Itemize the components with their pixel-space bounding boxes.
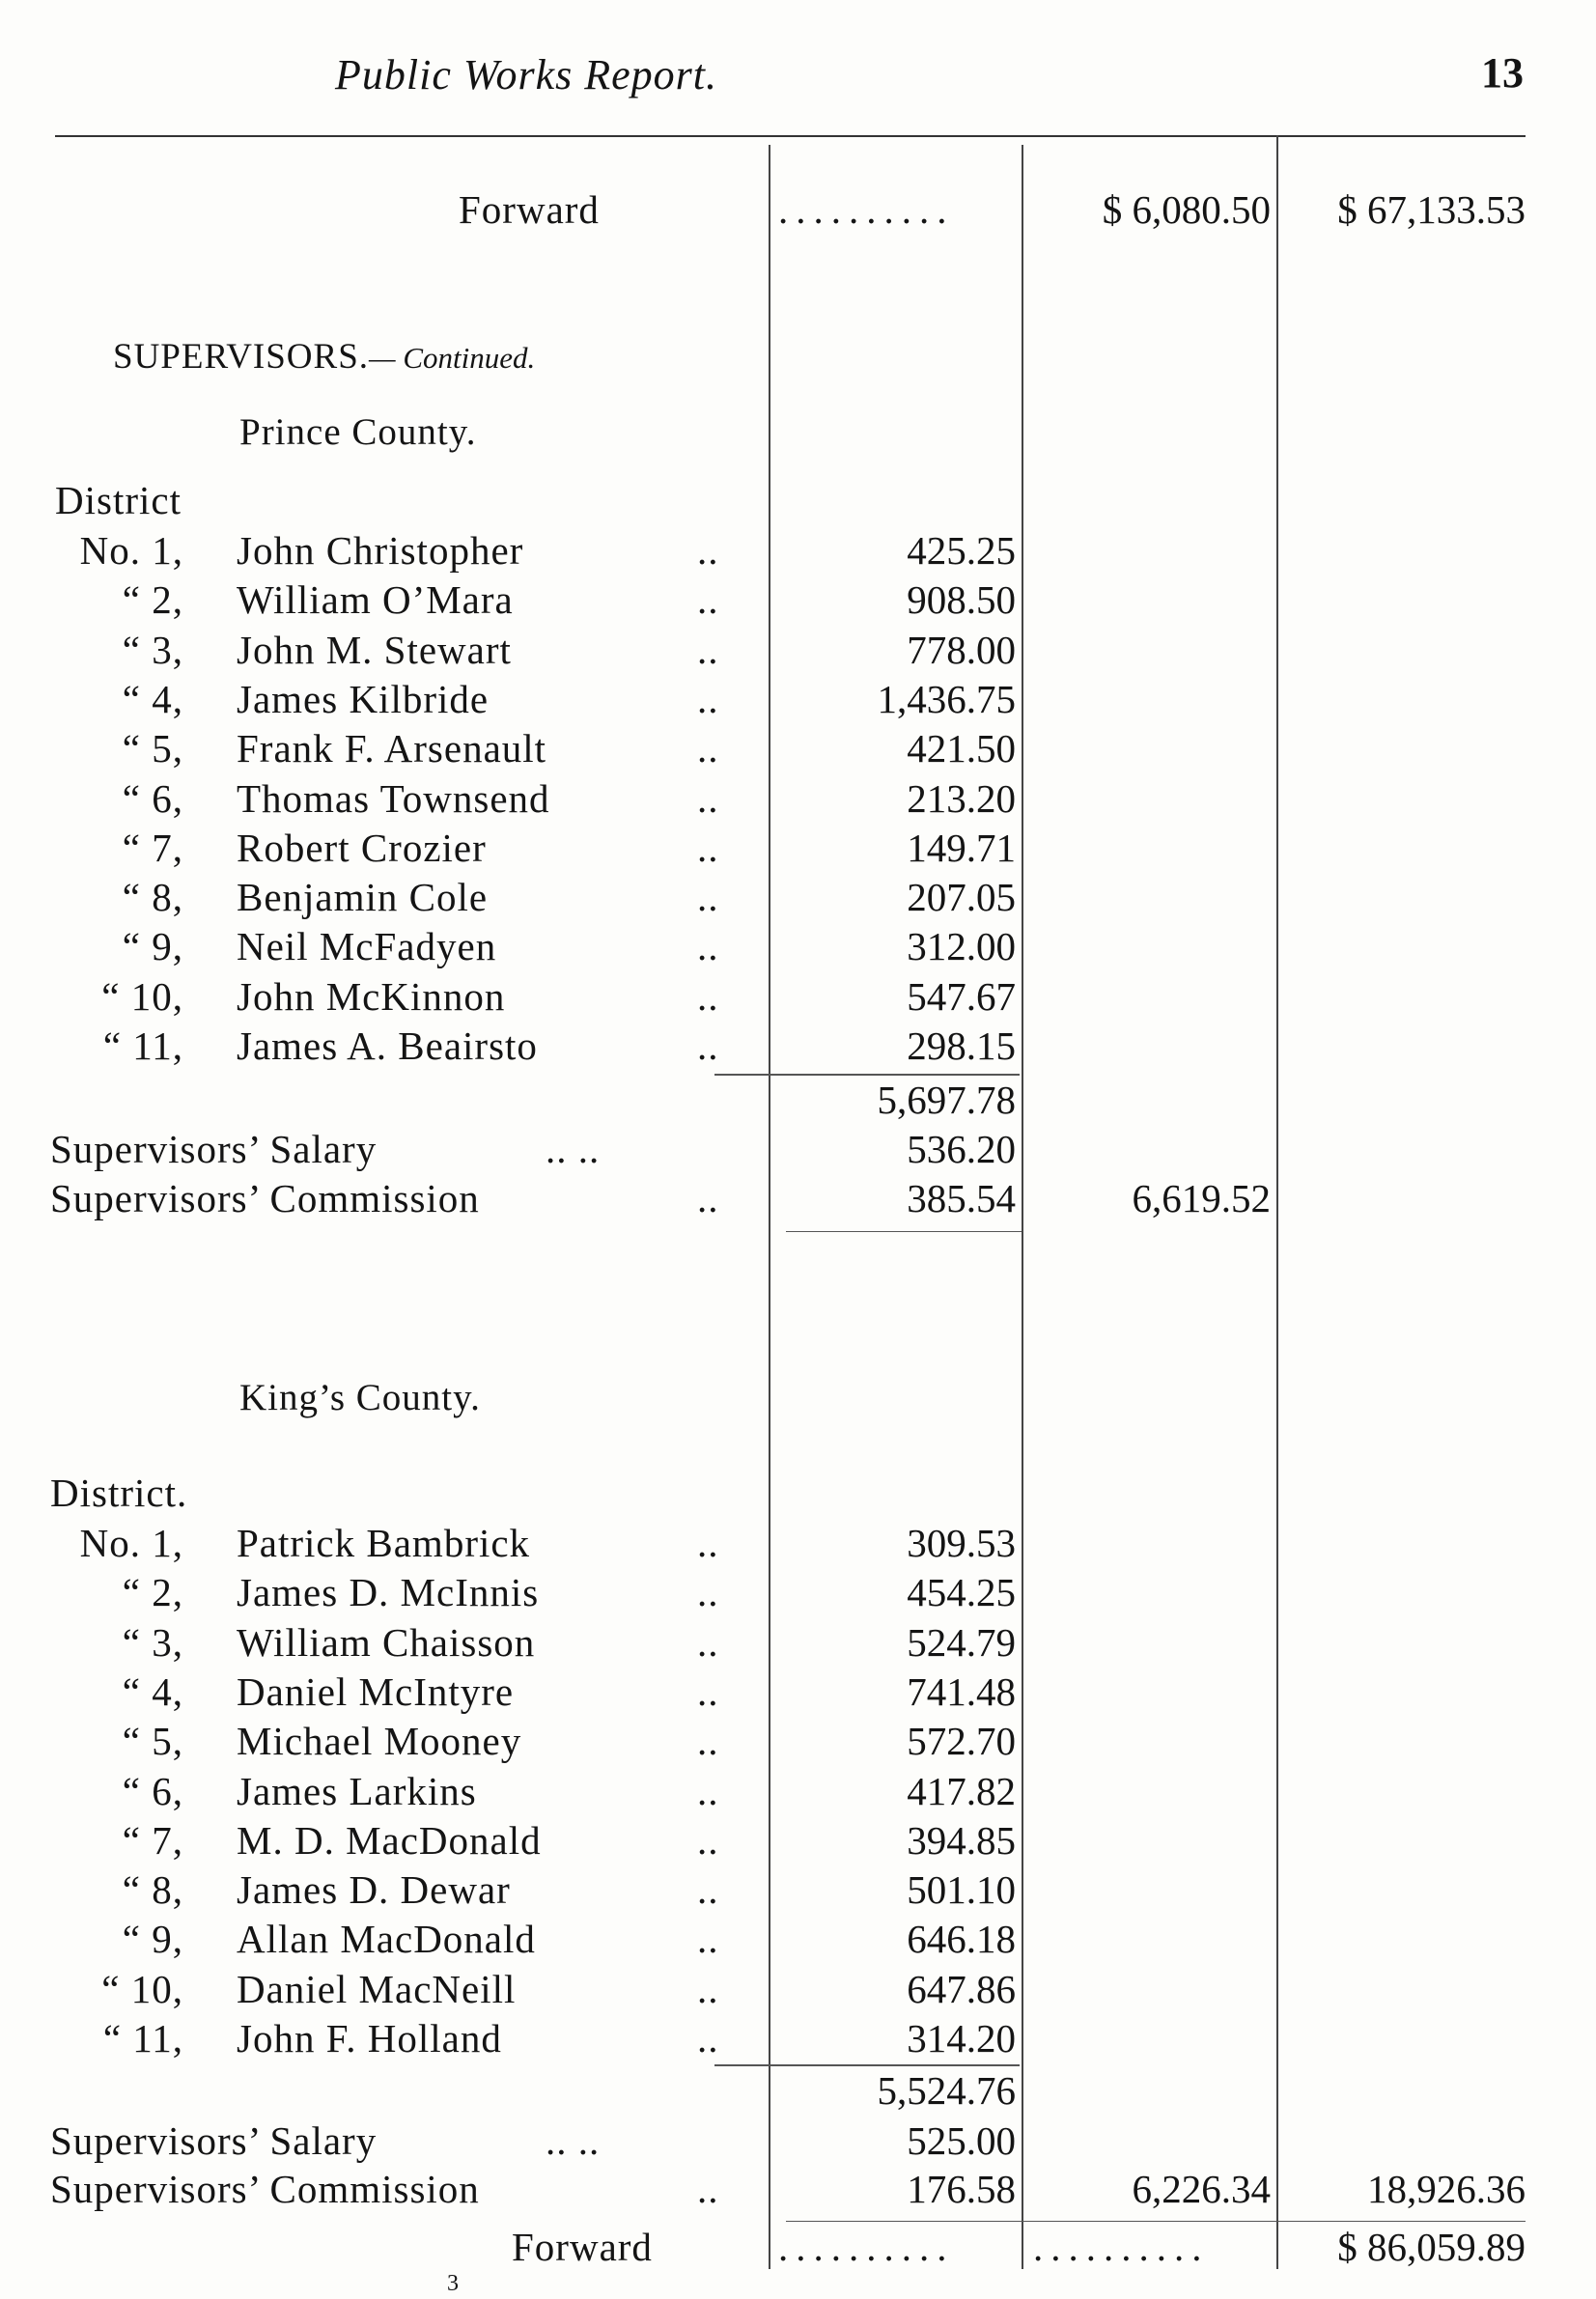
forward-bottom-col4-amount: $ 86,059.89 bbox=[1337, 2225, 1526, 2269]
kings-district-number: “ 2, bbox=[122, 1570, 183, 1615]
prince-commission-label: Supervisors’ Commission bbox=[50, 1176, 480, 1220]
prince-supervisor-name: Neil McFadyen bbox=[237, 924, 497, 969]
prince-supervisor-name: James Kilbride bbox=[237, 676, 490, 721]
kings-amount: 309.53 bbox=[907, 1521, 1016, 1565]
prince-district-number: “ 4, bbox=[122, 676, 183, 721]
kings-district-number: “ 10, bbox=[101, 1966, 183, 2011]
prince-leader-dots: .. bbox=[697, 973, 719, 1019]
prince-leader-dots: .. bbox=[697, 875, 719, 920]
prince-county-heading: Prince County. bbox=[239, 411, 477, 453]
prince-leader-dots: .. bbox=[697, 825, 719, 870]
kings-salary-amount: 525.00 bbox=[907, 2118, 1016, 2163]
kings-supervisor-name: William Chaisson bbox=[237, 1619, 536, 1665]
kings-salary-dots: .. .. bbox=[546, 2118, 601, 2163]
prince-total: 6,619.52 bbox=[1132, 1176, 1271, 1220]
kings-supervisor-name: Michael Mooney bbox=[237, 1719, 522, 1764]
prince-supervisor-name: Thomas Townsend bbox=[237, 775, 550, 821]
kings-commission-dots: .. bbox=[697, 2167, 719, 2211]
prince-leader-dots: .. bbox=[697, 1023, 719, 1068]
page-title: Public Works Report. bbox=[335, 51, 717, 98]
prince-commission-amount: 385.54 bbox=[907, 1176, 1016, 1220]
kings-leader-dots: .. bbox=[697, 1668, 719, 1714]
prince-district-number: “ 5, bbox=[122, 726, 183, 771]
prince-supervisor-name: James A. Beairsto bbox=[237, 1023, 538, 1068]
prince-leader-dots: .. bbox=[697, 924, 719, 969]
prince-supervisor-name: Frank F. Arsenault bbox=[237, 726, 547, 771]
prince-amount: 1,436.75 bbox=[877, 676, 1016, 721]
kings-supervisor-name: Daniel MacNeill bbox=[237, 1966, 517, 2011]
prince-amount: 421.50 bbox=[907, 726, 1016, 771]
prince-leader-dots: .. bbox=[697, 775, 719, 821]
kings-supervisor-name: James Larkins bbox=[237, 1768, 477, 1813]
prince-amount: 213.20 bbox=[907, 775, 1016, 821]
kings-district-number: “ 7, bbox=[122, 1817, 183, 1863]
prince-leader-dots: .. bbox=[697, 726, 719, 771]
kings-amount: 741.48 bbox=[907, 1668, 1016, 1714]
kings-leader-dots: .. bbox=[697, 2016, 719, 2061]
section-title bbox=[113, 336, 535, 378]
prince-supervisor-name: Robert Crozier bbox=[237, 825, 487, 870]
prince-district-number: “ 8, bbox=[122, 875, 183, 920]
prince-supervisor-name: John M. Stewart bbox=[237, 627, 512, 672]
prince-subtotal-rule bbox=[714, 1074, 1020, 1076]
kings-amount: 646.18 bbox=[907, 1917, 1016, 1962]
prince-amount: 778.00 bbox=[907, 627, 1016, 672]
grand-total: 18,926.36 bbox=[1367, 2167, 1526, 2211]
kings-amount: 572.70 bbox=[907, 1719, 1016, 1764]
prince-district-number: “ 3, bbox=[122, 627, 183, 672]
prince-supervisor-name: John McKinnon bbox=[237, 973, 506, 1019]
kings-supervisor-name: Patrick Bambrick bbox=[237, 1521, 531, 1565]
forward-col4-amount: $ 67,133.53 bbox=[1337, 187, 1526, 232]
prince-leader-dots: .. bbox=[697, 577, 719, 623]
kings-leader-dots: .. bbox=[697, 1521, 719, 1565]
section-title-text: SUPERVISORS. bbox=[113, 337, 370, 377]
prince-salary-amount: 536.20 bbox=[907, 1127, 1016, 1171]
prince-district-number: No. 1, bbox=[79, 528, 183, 573]
prince-district-number: “ 7, bbox=[122, 825, 183, 870]
kings-district-number: “ 5, bbox=[122, 1719, 183, 1764]
prince-district-number: “ 9, bbox=[122, 924, 183, 969]
page-number: 13 bbox=[1481, 49, 1524, 97]
kings-supervisor-name: John F. Holland bbox=[237, 2016, 502, 2061]
forward-bottom-leaders-col3: .......... bbox=[1033, 2225, 1210, 2269]
prince-amount: 425.25 bbox=[907, 528, 1016, 573]
kings-supervisor-name: James D. McInnis bbox=[237, 1570, 540, 1615]
prince-supervisor-name: John Christopher bbox=[237, 528, 524, 573]
kings-district-number: No. 1, bbox=[79, 1521, 183, 1565]
kings-amount: 394.85 bbox=[907, 1817, 1016, 1863]
kings-leader-dots: .. bbox=[697, 1966, 719, 2011]
prince-district-number: “ 6, bbox=[122, 775, 183, 821]
prince-supervisor-name: William O’Mara bbox=[237, 577, 514, 623]
kings-leader-dots: .. bbox=[697, 1867, 719, 1913]
kings-leader-dots: .. bbox=[697, 1768, 719, 1813]
prince-supervisor-name: Benjamin Cole bbox=[237, 875, 489, 920]
kings-amount: 501.10 bbox=[907, 1867, 1016, 1913]
prince-salary-dots: .. .. bbox=[546, 1127, 601, 1171]
prince-district-label: District bbox=[55, 478, 182, 522]
kings-subtotal-rule bbox=[714, 2064, 1020, 2066]
kings-supervisor-name: M. D. MacDonald bbox=[237, 1817, 542, 1863]
kings-amount: 314.20 bbox=[907, 2016, 1016, 2061]
prince-commission-dots: .. bbox=[697, 1176, 719, 1220]
kings-leader-dots: .. bbox=[697, 1570, 719, 1615]
prince-salary-label: Supervisors’ Salary bbox=[50, 1127, 378, 1171]
kings-supervisor-name: Daniel McIntyre bbox=[237, 1668, 515, 1714]
kings-amount: 524.79 bbox=[907, 1619, 1016, 1665]
kings-district-label: District. bbox=[50, 1471, 188, 1515]
kings-amount: 454.25 bbox=[907, 1570, 1016, 1615]
kings-leader-dots: .. bbox=[697, 1917, 719, 1962]
kings-district-number: “ 9, bbox=[122, 1917, 183, 1962]
kings-district-number: “ 4, bbox=[122, 1668, 183, 1714]
kings-supervisor-name: James D. Dewar bbox=[237, 1867, 511, 1913]
forward-col3-amount: $ 6,080.50 bbox=[1102, 187, 1271, 232]
kings-amount: 417.82 bbox=[907, 1768, 1016, 1813]
kings-commission-amount: 176.58 bbox=[907, 2167, 1016, 2211]
kings-amount: 647.86 bbox=[907, 1966, 1016, 2011]
forward-leaders: .......... bbox=[778, 187, 955, 232]
kings-supervisor-name: Allan MacDonald bbox=[237, 1917, 536, 1962]
forward-bottom-rule bbox=[786, 2221, 1526, 2222]
prince-amount: 149.71 bbox=[907, 825, 1016, 870]
prince-leader-dots: .. bbox=[697, 627, 719, 672]
kings-salary-label: Supervisors’ Salary bbox=[50, 2118, 378, 2163]
prince-district-number: “ 2, bbox=[122, 577, 183, 623]
forward-bottom-leaders-col2: .......... bbox=[778, 2225, 955, 2269]
header-rule bbox=[55, 135, 1526, 137]
section-title-continued: — Continued. bbox=[369, 341, 536, 375]
signature-mark: 3 bbox=[447, 2271, 459, 2296]
kings-county-heading: King’s County. bbox=[239, 1377, 481, 1418]
prince-leader-dots: .. bbox=[697, 676, 719, 721]
prince-amount: 298.15 bbox=[907, 1023, 1016, 1068]
prince-amount: 312.00 bbox=[907, 924, 1016, 969]
forward-label: Forward bbox=[459, 187, 600, 232]
kings-district-number: “ 3, bbox=[122, 1619, 183, 1665]
prince-district-number: “ 11, bbox=[102, 1023, 183, 1068]
forward-bottom-label: Forward bbox=[512, 2225, 653, 2269]
kings-subtotal: 5,524.76 bbox=[877, 2068, 1016, 2113]
kings-district-number: “ 8, bbox=[122, 1867, 183, 1913]
prince-amount: 908.50 bbox=[907, 577, 1016, 623]
prince-subtotal: 5,697.78 bbox=[877, 1078, 1016, 1122]
kings-leader-dots: .. bbox=[697, 1719, 719, 1764]
prince-amount: 547.67 bbox=[907, 973, 1016, 1019]
column-rule-amounts-right bbox=[1022, 145, 1023, 2269]
kings-commission-label: Supervisors’ Commission bbox=[50, 2167, 480, 2211]
kings-total: 6,226.34 bbox=[1132, 2167, 1271, 2211]
prince-total-rule bbox=[786, 1231, 1022, 1232]
kings-district-number: “ 6, bbox=[122, 1768, 183, 1813]
prince-leader-dots: .. bbox=[697, 528, 719, 573]
prince-district-number: “ 10, bbox=[101, 973, 183, 1019]
kings-leader-dots: .. bbox=[697, 1619, 719, 1665]
prince-amount: 207.05 bbox=[907, 875, 1016, 920]
kings-leader-dots: .. bbox=[697, 1817, 719, 1863]
kings-district-number: “ 11, bbox=[102, 2016, 183, 2061]
column-rule-totals bbox=[1276, 135, 1278, 2269]
column-rule-amounts-left bbox=[769, 145, 770, 2269]
